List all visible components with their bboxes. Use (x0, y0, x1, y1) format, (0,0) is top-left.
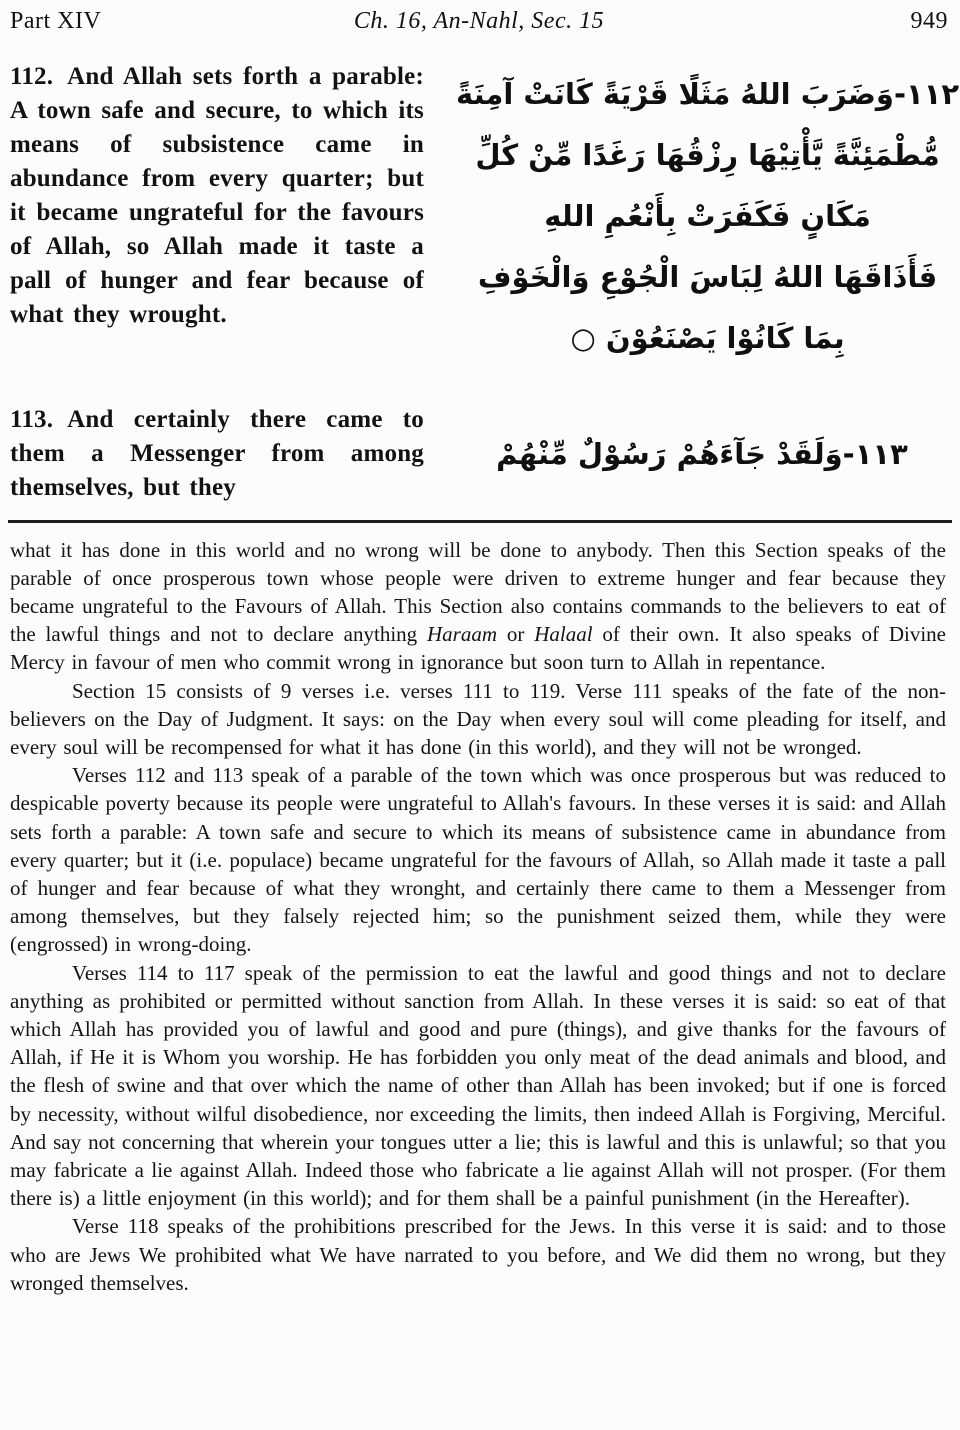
verse-112-english-text: And Allah sets forth a parable: A town safe and secure, to which its means of subsistence came in abundance from every quarter; but it became ungrateful for the favours of Allah, so Allah made it taste a pall of hunger and fear because of what they wrought. (10, 62, 424, 328)
header-part-label: Part XIV (10, 8, 102, 34)
verse-112-number: 112. (10, 62, 54, 90)
arabic-line: ۱۱۲-وَضَرَبَ اللهُ مَثَلًا قَرْيَةً كَانَتْ آمِنَةً (456, 76, 960, 111)
commentary-paragraph-continuation (10, 536, 946, 677)
verse-112-arabic-column (430, 60, 959, 369)
arabic-line: فَأَذَاقَهَا اللهُ لِبَاسَ الْجُوْعِ وَالْخَوْفِ (477, 259, 938, 294)
verse-113-number: 113. (10, 405, 54, 433)
commentary-paragraph-verse118: Verse 118 speaks of the prohibitions prescribed for the Jews. In this verse it is said: and to those who are Jews We prohibited what We have narrated to you before, and We did them no wrong, but they wronged themselves. (10, 1214, 946, 1295)
commentary-text: of their own. It also speaks of Divine Mercy in favour of men who commit wrong in ignorance but soon turn to Allah in repentance. (10, 622, 946, 675)
verse-113-english-column (10, 403, 430, 505)
commentary-section (10, 534, 948, 1297)
verse-112-arabic (456, 64, 959, 369)
arabic-line: مَكَانٍ فَكَفَرَتْ بِأَنْعُمِ اللهِ (544, 198, 871, 233)
verse-113-arabic-column (430, 429, 948, 479)
commentary-paragraph-verses114-117: Verses 114 to 117 speak of the permission to eat the lawful and good things and not to declare anything as prohibited or permitted without sanction from Allah. In these verses it is said: so eat of that which Allah has provided you of lawful and good and pure (things), and give thanks for the favours of Allah, if He it is Whom you worship. He has forbidden you only meat of the dead animals and blood, and the flesh of swine and that over which the name of other than Allah has been invoked; but if one is forced by necessity, without wilful disobedience, nor exceeding the limits, then indeed Allah is Forgiving, Merciful. And say not concerning that wherein your tongues utter a lie; this is lawful and this is unlawful; so that you may fabricate a lie against Allah. Indeed those who fabricate a lie against Allah will not prosper. (For them there is) a little enjoyment (in this world); and for them shall be a painful punishment (in the Hereafter). (10, 960, 946, 1211)
commentary-text: or (497, 622, 535, 647)
section-divider-rule (8, 520, 952, 523)
verse-113-english (10, 403, 424, 505)
verse-113-english-text: And certainly there came to them a Messenger from among themselves, but they (10, 405, 424, 501)
commentary-paragraph-verses112-113: Verses 112 and 113 speak of a parable of the town which was once prosperous but was reduced to despicable poverty because its people were ungrateful to Allah's favours. In these verses it is said: and Allah sets forth a parable: A town safe and secure to which its means of subsistence came in abundance from every quarter; but it (i.e. populace) became ungrateful for the favours of Allah, so Allah made it taste a pall of hunger and fear because of what they wronght, and certainly there came to them a Messenger from among themselves, but they falsely rejected him; so the punishment seized them, while they were (engrossed) in wrong-doing. (10, 763, 946, 957)
commentary-paragraph-section15: Section 15 consists of 9 verses i.e. verses 111 to 119. Verse 111 speaks of the fate of the non-believers on the Day of Judgment. It says: on the Day when every soul will come pleading for itself, and every soul will be recompensed for what it has done (in this world), and they will not be wronged. (10, 678, 946, 760)
arabic-line: ۱۱۳-وَلَقَدْ جَآءَهُمْ رَسُوْلٌ مِّنْهُمْ (496, 436, 908, 471)
verse-row-112 (10, 60, 960, 369)
commentary-text: what it has done in this world and no wrong will be done to anybody. Then this Section speaks of the parable of once prosperous town whose people were driven to extreme hunger and fear because they became ungrateful to the Favours of Allah. This Section also contains commands to the believers to eat of the lawful things and not to declare anything (10, 537, 946, 647)
arabic-line: مُّطْمَئِنَّةً يَّأْتِيْهَا رِزْقُهَا رَغَدًا مِّنْ كُلِّ (475, 137, 940, 172)
verse-113-arabic (456, 429, 948, 479)
verse-row-113 (10, 403, 948, 505)
italic-term-halaal: Halaal (534, 622, 593, 647)
verse-112-english-column (10, 60, 430, 332)
arabic-line: بِمَا كَانُوْا يَصْنَعُوْنَ ○ (570, 320, 845, 355)
header-page-number: 949 (910, 8, 948, 34)
page-header (10, 8, 948, 36)
italic-term-haraam: Haraam (427, 622, 498, 647)
verse-112-english (10, 60, 424, 332)
header-chapter-title: Ch. 16, An-Nahl, Sec. 15 (353, 8, 605, 34)
